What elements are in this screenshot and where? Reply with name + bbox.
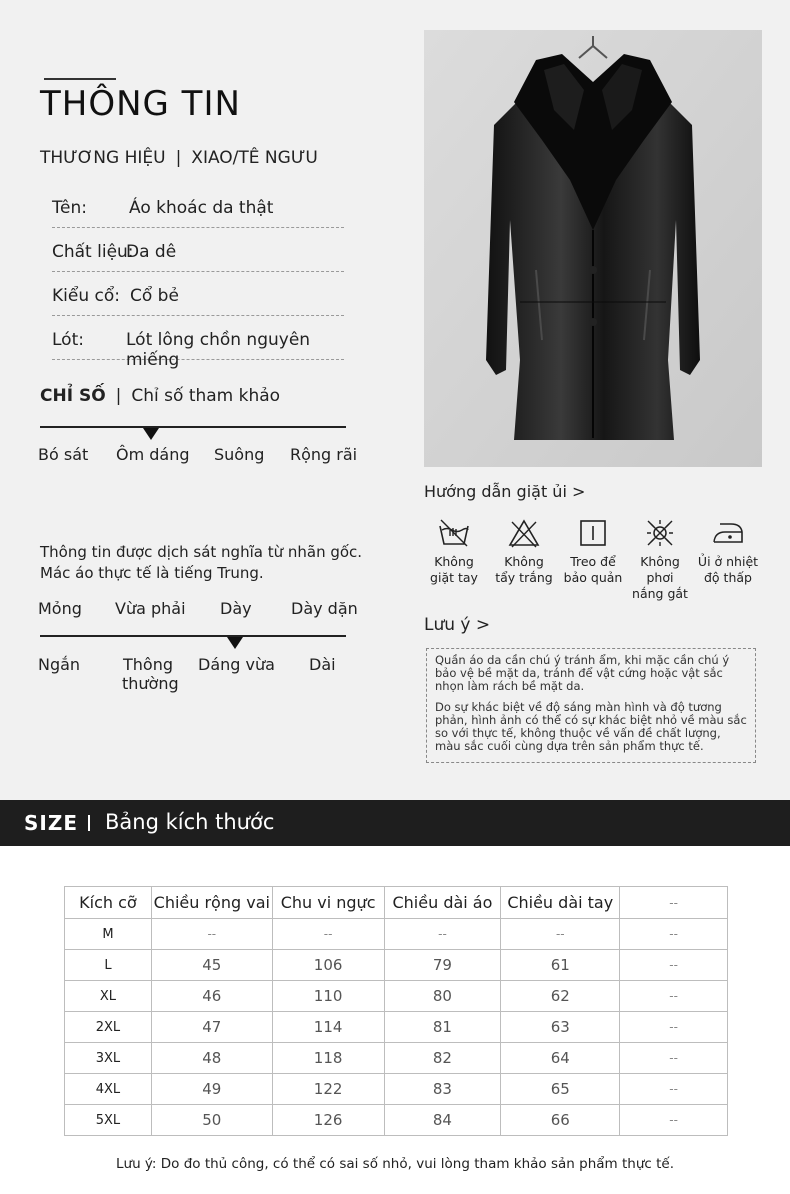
table-cell: -- [151, 919, 272, 950]
length-option: Ngắn [38, 655, 81, 674]
brand-separator: | [175, 148, 182, 168]
table-cell: 66 [501, 1105, 620, 1136]
length-selected-marker [227, 637, 243, 649]
table-cell: 79 [384, 950, 501, 981]
size-title: Bảng kích thước [105, 810, 275, 834]
care-caption-line: nắng gắt [632, 586, 688, 601]
table-cell: 2XL [65, 1012, 152, 1043]
table-cell: 48 [151, 1043, 272, 1074]
table-cell: 46 [151, 981, 272, 1012]
fit-selected-marker [143, 428, 159, 440]
table-row [65, 1012, 728, 1043]
size-table-header: Kích cỡ [65, 887, 152, 919]
table-cell: 81 [384, 1012, 501, 1043]
info-row-collar [52, 276, 344, 316]
table-cell: 122 [272, 1074, 384, 1105]
translation-note-line: Mác áo thực tế là tiếng Trung. [40, 564, 264, 582]
table-cell: -- [272, 919, 384, 950]
table-cell: -- [620, 981, 728, 1012]
thickness-option: Mỏng [38, 599, 82, 618]
care-caption [559, 554, 627, 586]
table-cell: 126 [272, 1105, 384, 1136]
table-cell: XL [65, 981, 152, 1012]
care-caption [490, 554, 558, 586]
care-item [420, 518, 488, 586]
care-caption [694, 554, 762, 586]
table-row [65, 919, 728, 950]
care-item [559, 518, 627, 586]
info-label: Kiểu cổ: [52, 286, 120, 306]
table-cell: 3XL [65, 1043, 152, 1074]
care-caption-line: tẩy trắng [495, 570, 553, 585]
hang-dry-icon [576, 518, 610, 548]
notice-paragraph: Do sự khác biệt về độ sáng màn hình và độ tương phản, hình ảnh có thể có sự khác biệt nhỏ về màu sắc so với thực tế, không thuộc về vấn đề chất lượng, màu sắc cuối cùng dựa trên sản phẩm thực tế. [435, 700, 747, 753]
brand-label: THƯƠNG HIỆU [40, 148, 166, 168]
info-value: Cổ bẻ [130, 286, 179, 306]
table-row [65, 1105, 728, 1136]
index-separator: | [115, 386, 122, 406]
table-cell: 47 [151, 1012, 272, 1043]
no-sun-dry-icon [643, 518, 677, 548]
fit-option: Bó sát [38, 445, 89, 464]
length-option: Dáng vừa [198, 655, 275, 674]
table-cell: -- [620, 1074, 728, 1105]
info-label: Chất liệu: [52, 242, 134, 262]
care-caption-line: Không [504, 554, 544, 569]
table-cell: 84 [384, 1105, 501, 1136]
table-row [65, 1043, 728, 1074]
size-table-header-row [65, 887, 728, 919]
thickness-option: Vừa phải [115, 599, 186, 618]
leather-coat-image [424, 30, 762, 467]
table-cell: 65 [501, 1074, 620, 1105]
notice-box [426, 648, 756, 763]
no-hand-wash-icon [437, 518, 471, 548]
table-cell: 110 [272, 981, 384, 1012]
table-cell: 4XL [65, 1074, 152, 1105]
table-cell: 64 [501, 1043, 620, 1074]
size-table-header: Chiều dài áo [384, 887, 501, 919]
table-cell: 83 [384, 1074, 501, 1105]
care-caption-line: Treo để [570, 554, 616, 569]
size-table-header: -- [620, 887, 728, 919]
table-cell: -- [620, 950, 728, 981]
length-option: Thông thường [122, 655, 179, 693]
care-caption-line: giặt tay [430, 570, 478, 585]
table-cell: 114 [272, 1012, 384, 1043]
length-scale-line [40, 635, 346, 637]
table-cell: 62 [501, 981, 620, 1012]
care-title[interactable]: Hướng dẫn giặt ủi > [424, 482, 586, 501]
info-label: Lót: [52, 330, 84, 350]
care-item [490, 518, 558, 586]
translation-note [40, 542, 380, 584]
care-item [626, 518, 694, 602]
size-table [64, 886, 728, 1136]
care-caption [420, 554, 488, 586]
fit-option: Rộng rãi [290, 445, 358, 464]
table-cell: 82 [384, 1043, 501, 1074]
translation-note-line: Thông tin được dịch sát nghĩa từ nhãn gốc. [40, 543, 363, 561]
info-row-material [52, 232, 344, 272]
fit-option: Ôm dáng [116, 445, 190, 464]
size-key: SIZE [24, 811, 79, 835]
table-row [65, 950, 728, 981]
size-separator [88, 815, 90, 831]
table-row [65, 1074, 728, 1105]
table-cell: M [65, 919, 152, 950]
table-cell: 80 [384, 981, 501, 1012]
thickness-option: Dày [220, 599, 252, 618]
fit-scale-line [40, 426, 346, 428]
index-subtitle: Chỉ số tham khảo [131, 386, 281, 406]
table-cell: L [65, 950, 152, 981]
notice-title[interactable]: Lưu ý > [424, 615, 491, 635]
table-cell: -- [501, 919, 620, 950]
footer-note: Lưu ý: Do đo thủ công, có thể có sai số nhỏ, vui lòng tham khảo sản phẩm thực tế. [116, 1156, 674, 1172]
care-caption-line: Không phơi [640, 554, 680, 585]
care-caption-line: bảo quản [563, 570, 623, 585]
title-rule [44, 78, 116, 80]
table-cell: -- [620, 1105, 728, 1136]
notice-paragraph: Quần áo da cần chú ý tránh ẩm, khi mặc cần chú ý bảo vệ bề mặt da, tránh để vật cứng hoặc vật sắc nhọn làm rách bề mặt da. [435, 653, 730, 693]
page-title: THÔNG TIN [40, 84, 241, 124]
fit-option: Suông [214, 445, 265, 464]
index-label: CHỈ SỐ [40, 386, 106, 406]
table-cell: 118 [272, 1043, 384, 1074]
table-cell: 50 [151, 1105, 272, 1136]
care-caption-line: Không [434, 554, 474, 569]
iron-low-heat-icon [711, 518, 745, 548]
table-row [65, 981, 728, 1012]
product-photo [424, 30, 762, 467]
size-section-header [0, 800, 790, 846]
brand-row [40, 148, 318, 168]
length-option: Dài [309, 655, 336, 674]
info-value: Áo khoác da thật [129, 198, 274, 218]
info-label: Tên: [52, 198, 87, 218]
table-cell: 106 [272, 950, 384, 981]
brand-value: XIAO/TÊ NGƯU [191, 148, 318, 168]
info-value: Lót lông chồn nguyên miếng [126, 330, 311, 370]
table-cell: 49 [151, 1074, 272, 1105]
care-caption-line: độ thấp [704, 570, 752, 585]
info-value: Da dê [126, 242, 177, 262]
table-cell: -- [620, 919, 728, 950]
table-cell: -- [620, 1012, 728, 1043]
info-row-lining [52, 320, 344, 370]
info-row-name [52, 188, 344, 228]
care-item [694, 518, 762, 586]
no-bleach-icon [507, 518, 541, 548]
table-cell: 61 [501, 950, 620, 981]
table-cell: 45 [151, 950, 272, 981]
table-cell: 5XL [65, 1105, 152, 1136]
care-caption-line: Ủi ở nhiệt [697, 554, 759, 569]
table-cell: -- [620, 1043, 728, 1074]
size-table-header: Chu vi ngực [272, 887, 384, 919]
index-row [40, 386, 280, 406]
table-cell: -- [384, 919, 501, 950]
size-table-header: Chiều rộng vai [151, 887, 272, 919]
table-cell: 63 [501, 1012, 620, 1043]
size-table-header: Chiều dài tay [501, 887, 620, 919]
thickness-option: Dày dặn [291, 599, 358, 618]
care-caption [626, 554, 694, 602]
